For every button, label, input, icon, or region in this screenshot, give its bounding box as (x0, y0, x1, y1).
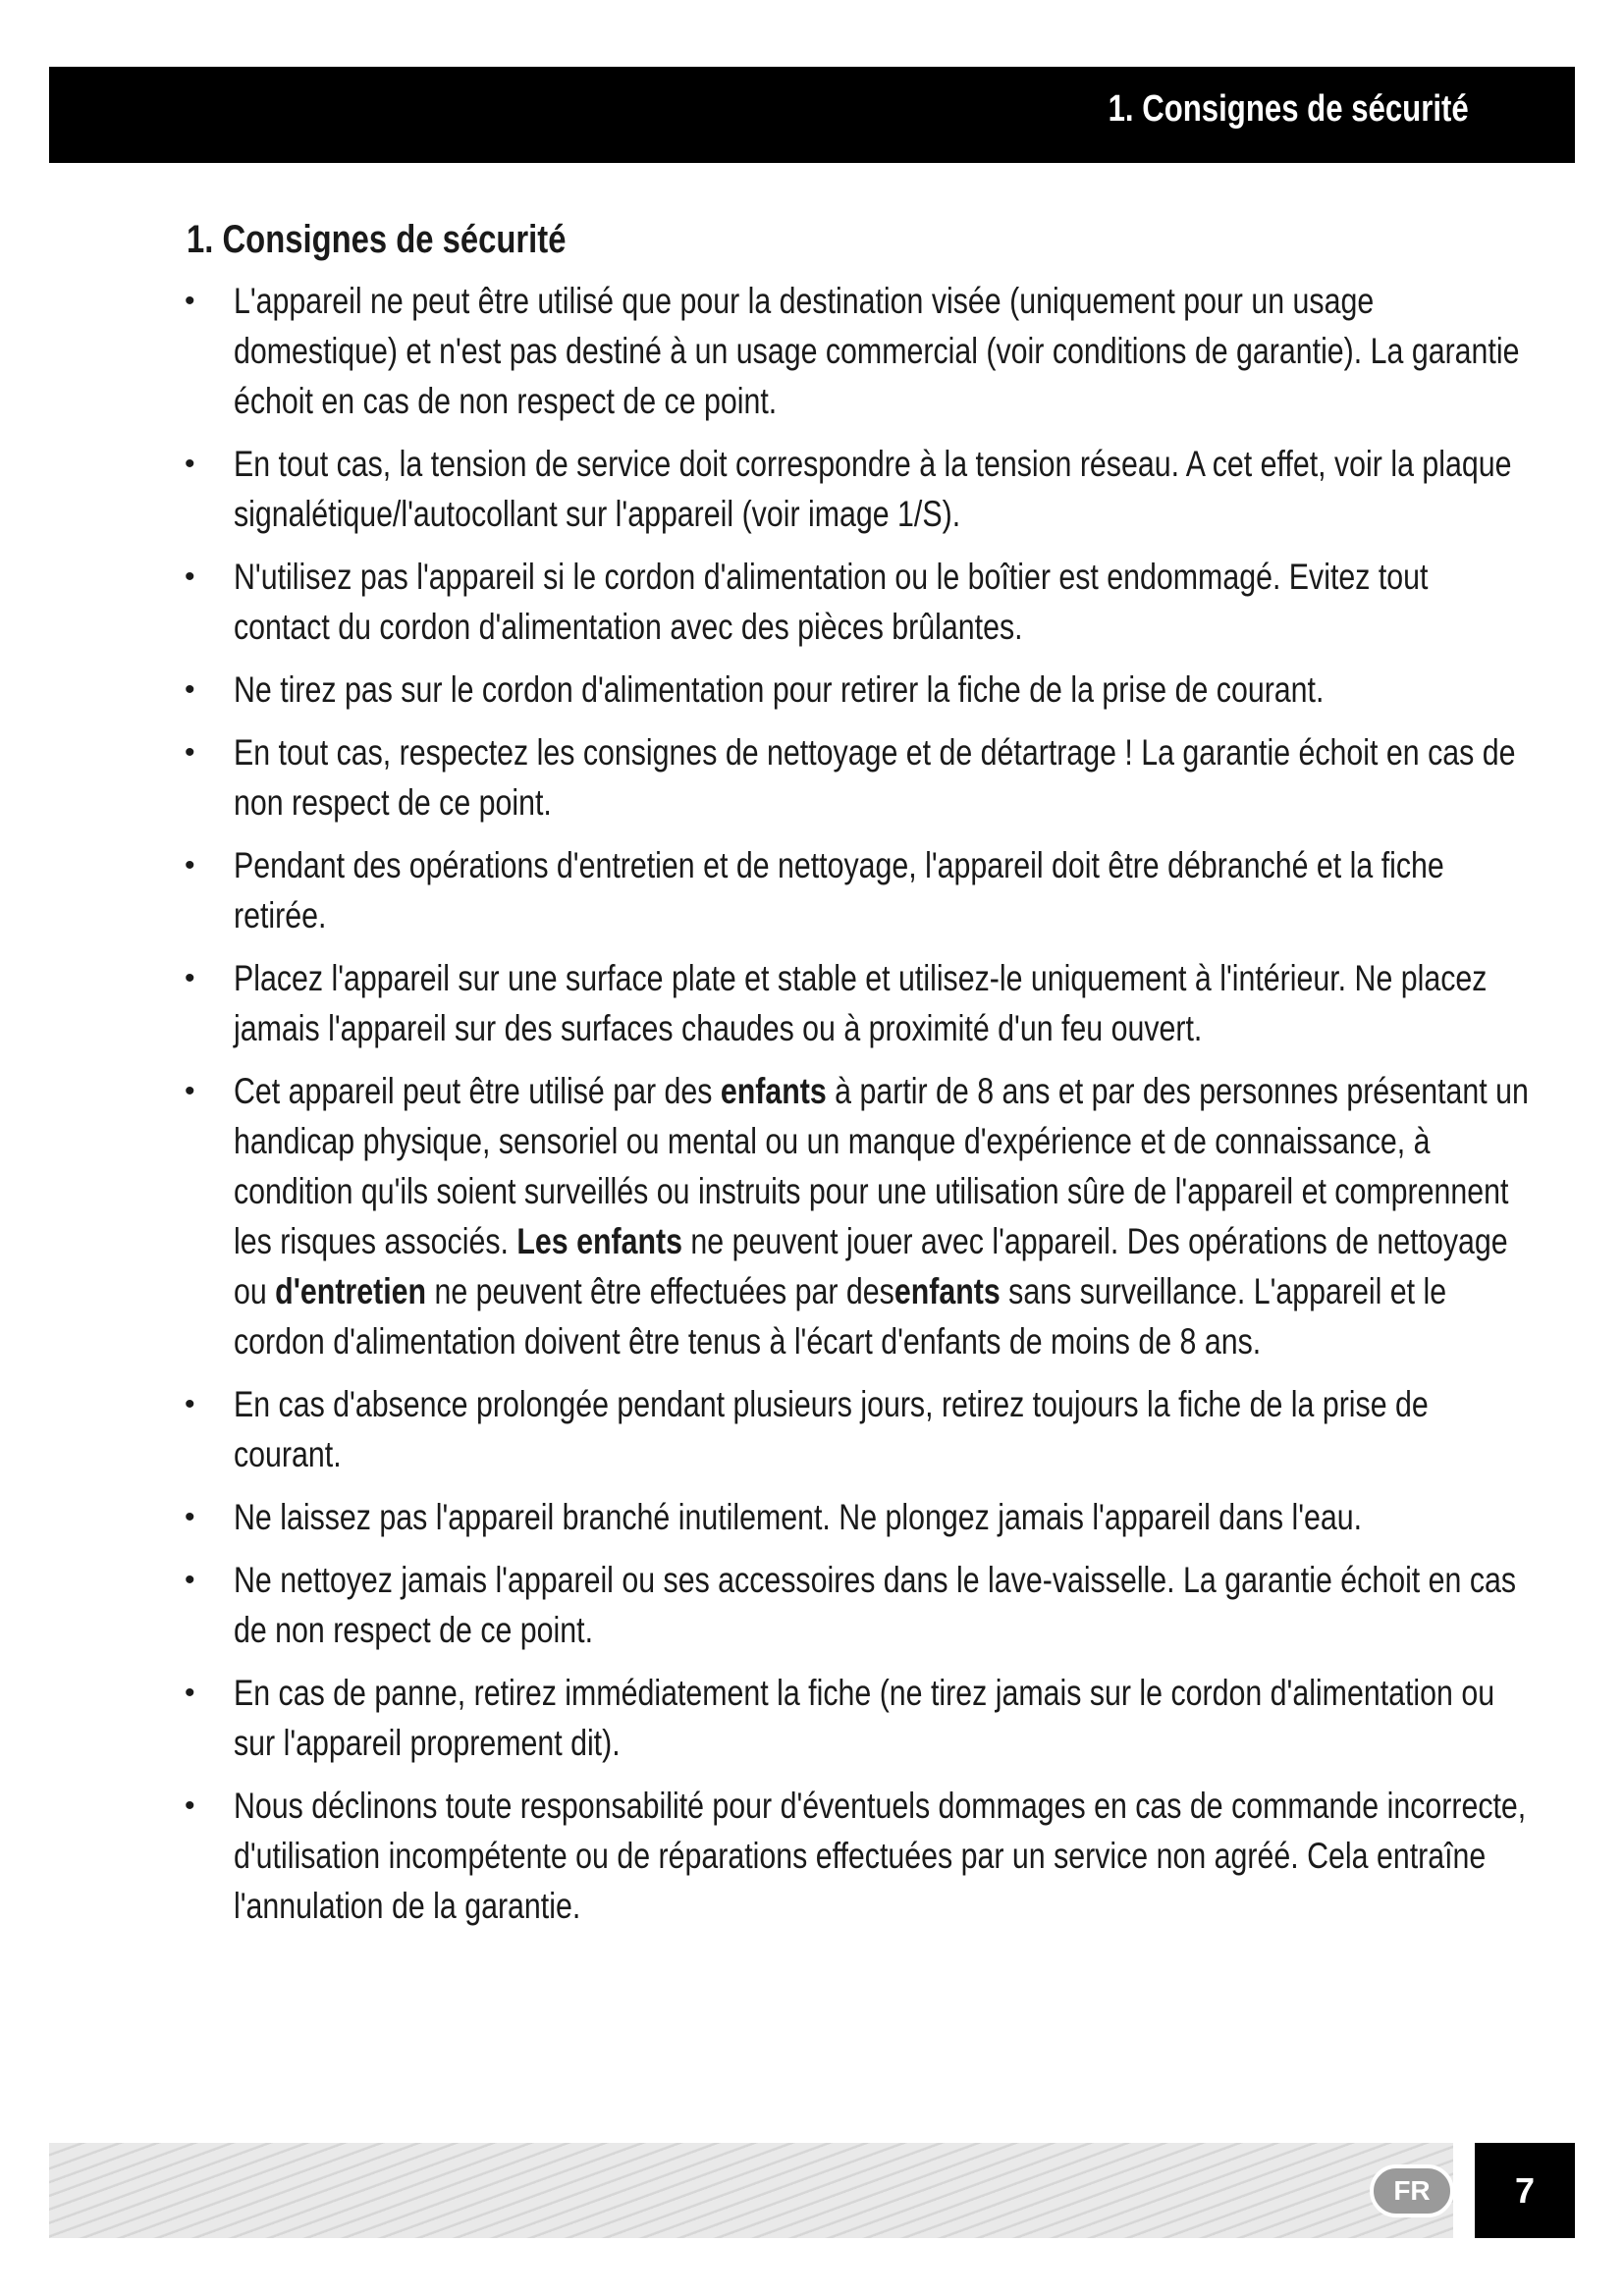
list-item (185, 727, 1516, 828)
bullet: • (185, 736, 195, 769)
text-run: ne peuvent être effectuées par des (426, 1271, 894, 1311)
emphasis-text: Les enfants (516, 1221, 682, 1261)
language-badge: FR (1370, 2164, 1454, 2217)
list-item-text: En tout cas, la tension de service doit correspondre à la tension réseau. A cet effet, voir la plaque signalétique/l'autocollant sur l'appareil (voir image 1/S). (234, 444, 1512, 534)
list-item-text: Nous déclinons toute responsabilité pour d'éventuels dommages en cas de commande incorrecte, d'utilisation incompétente ou de réparations effectuées par un service non agréé. Cela entraîne l'annulation de la garantie. (234, 1786, 1527, 1926)
list-item-text: L'appareil ne peut être utilisé que pour la destination visée (uniquement pour un usage domestique) et n'est pas destiné à un usage commercial (voir conditions de garantie). La garantie échoit en cas de non respect de ce point. (234, 281, 1520, 421)
list-item (187, 552, 1492, 652)
list-item-text: Ne nettoyez jamais l'appareil ou ses accessoires dans le lave-vaisselle. La garantie échoit en cas de non respect de ce point. (234, 1560, 1517, 1650)
list-item (187, 665, 1492, 715)
bullet: • (185, 448, 195, 480)
bullet: • (185, 1564, 195, 1596)
page-number: 7 (1475, 2143, 1575, 2238)
list-item (187, 1492, 1492, 1542)
list-item (185, 276, 1520, 426)
bullet: • (185, 1677, 195, 1709)
safety-rules-list (185, 276, 1529, 1931)
list-item-text: Placez l'appareil sur une surface plate et stable et utilisez-le uniquement à l'intérieur. Ne placez jamais l'appareil sur des surfaces chaudes ou à proximité d'un feu ouvert. (234, 958, 1488, 1048)
bullet: • (185, 962, 195, 994)
text-run: Cet appareil peut être utilisé par des (234, 1071, 721, 1111)
header-title: 1. Consignes de sécurité (1108, 88, 1469, 130)
list-item (185, 1781, 1527, 1931)
list-item-text: En tout cas, respectez les consignes de nettoyage et de détartrage ! La garantie échoit en cas de non respect de ce point. (234, 732, 1516, 823)
list-item-text: Ne laissez pas l'appareil branché inutilement. Ne plongez jamais l'appareil dans l'eau. (234, 1497, 1363, 1537)
emphasis-text: enfants (720, 1071, 827, 1111)
list-item (187, 1379, 1492, 1479)
section-title: 1. Consignes de sécurité (187, 218, 567, 261)
bullet: • (185, 1075, 195, 1107)
bullet: • (185, 849, 195, 881)
list-item (185, 439, 1512, 539)
bullet: • (185, 673, 195, 706)
list-item-text (234, 1066, 1530, 1366)
bullet: • (185, 1501, 195, 1533)
text-run: à partir de 8 ans et par des personnes présentant un handicap physique, sensoriel ou mental ou un manque d'expérience et de connaissance, à condition qu'ils soient surveillés ou instruits pour une utilisation sûre de l'appareil et comprennent les risques associés. (234, 1071, 1529, 1261)
list-item (187, 953, 1492, 1053)
list-item-text: En cas d'absence prolongée pendant plusieurs jours, retirez toujours la fiche de la prise de courant. (234, 1384, 1429, 1474)
safety-section (185, 218, 1529, 1944)
list-item-children (185, 1066, 1529, 1366)
list-item-text: En cas de panne, retirez immédiatement la fiche (ne tirez jamais sur le cordon d'alimentation ou sur l'appareil proprement dit). (234, 1673, 1495, 1763)
header-bar (49, 67, 1575, 163)
list-item-text: Pendant des opérations d'entretien et de nettoyage, l'appareil doit être débranché et la fiche retirée. (234, 845, 1444, 935)
emphasis-text: d'entretien (275, 1271, 427, 1311)
footer-band (49, 2143, 1453, 2238)
list-item-text: N'utilisez pas l'appareil si le cordon d'alimentation ou le boîtier est endommagé. Evitez tout contact du cordon d'alimentation avec des pièces brûlantes. (234, 557, 1429, 647)
text-run: sans surveillance. L'appareil et le cordon d'alimentation doivent être tenus à l'écart d'enfants de moins de 8 ans. (234, 1271, 1447, 1362)
emphasis-text: enfants (893, 1271, 1001, 1311)
list-item (185, 1668, 1495, 1768)
bullet: • (185, 285, 195, 317)
bullet: • (185, 561, 195, 593)
bullet: • (185, 1388, 195, 1420)
list-item (185, 1555, 1517, 1655)
list-item-text: Ne tirez pas sur le cordon d'alimentation pour retirer la fiche de la prise de courant. (234, 669, 1325, 710)
bullet: • (185, 1789, 195, 1822)
list-item (187, 840, 1492, 940)
text-run: ne peuvent jouer avec l'appareil. Des opérations de nettoyage ou (234, 1221, 1508, 1311)
